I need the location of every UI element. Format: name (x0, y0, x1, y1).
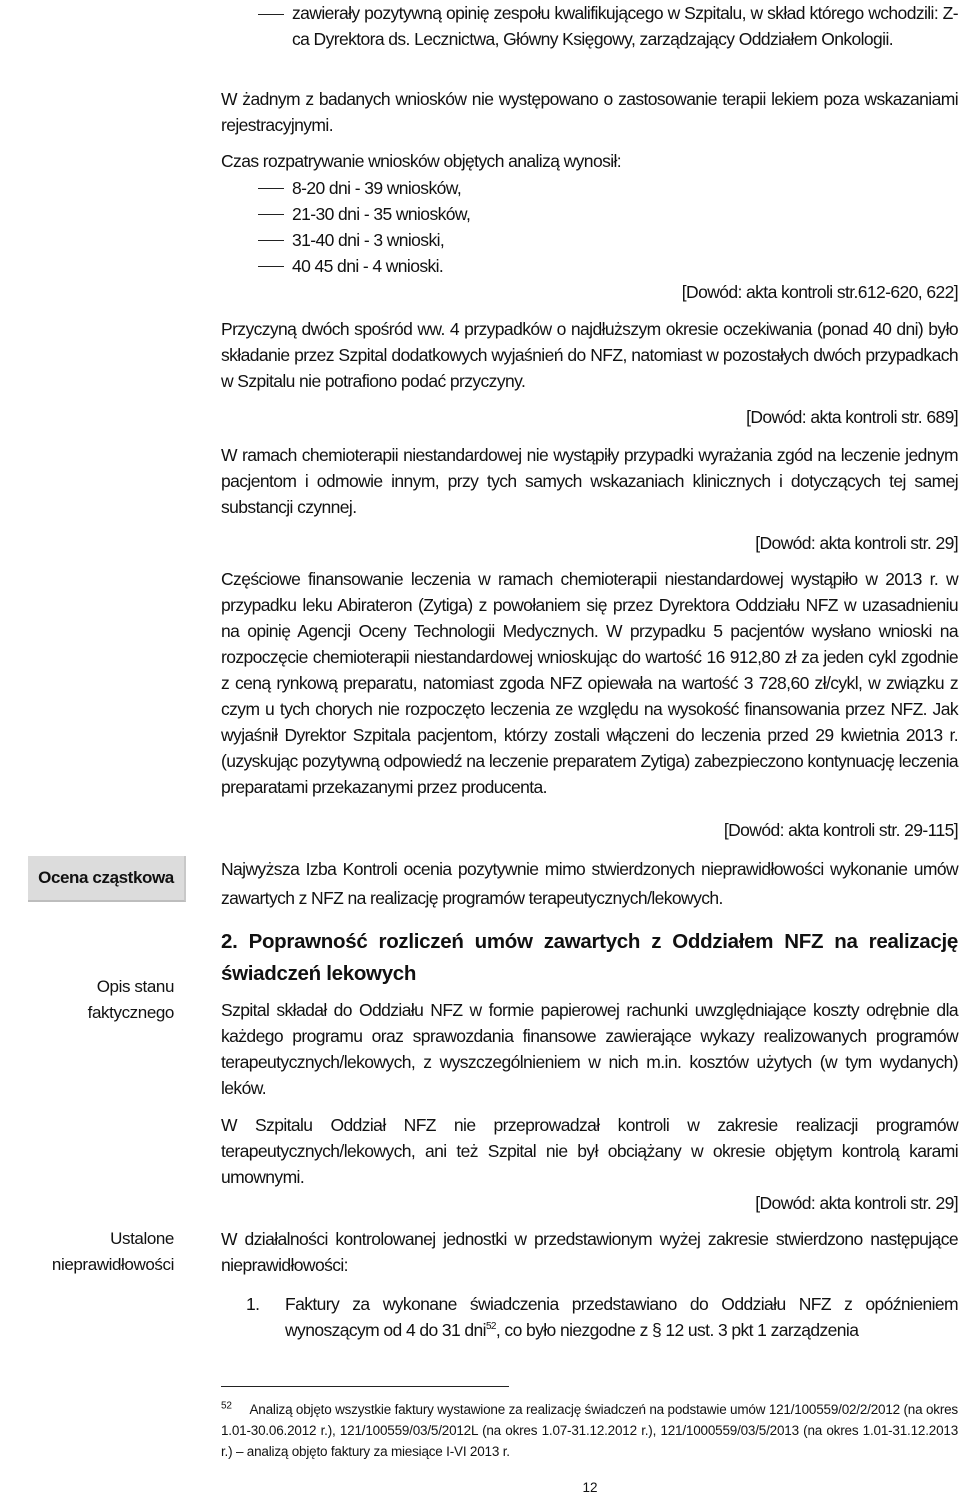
footnote-number: 52 (221, 1400, 232, 1412)
duration-item: 21-30 dni - 35 wniosków, (292, 204, 471, 224)
footnote-ref: 52 (485, 1321, 496, 1333)
assessment-box-label: Ocena cząstkowa (38, 868, 174, 887)
margin-label-irregularities (28, 1226, 174, 1278)
list-dash (258, 266, 284, 267)
margin-label-line: Opis stanu (96, 977, 174, 996)
paragraph: W żadnym z badanych wniosków nie występowano o zastosowanie terapii lekiem poza wskazaniami rejestracyjnymi. (221, 89, 958, 135)
margin-label-line: faktycznego (87, 1003, 174, 1022)
duration-item: 31-40 dni - 3 wnioski, (292, 230, 445, 250)
duration-item: 8-20 dni - 39 wniosków, (292, 178, 462, 198)
margin-label-line: Ustalone (110, 1229, 174, 1248)
paragraph: Częściowe finansowanie leczenia w ramach chemioterapii niestandardowej wystąpiło w 2013 r. w przypadku leku Abirateron (Zytiga) z powołaniem się przez Dyrektora Oddziału NFZ w uzasadnieniu na opinię Agencji Oceny Technologii Medycznych. W przypadku 5 pacjentów wysłano wnioski na rozpoczęcie chemioterapii niestandardowej wnioskując do wartość 16 912,80 zł za jeden cykl zgodnie z ceną rynkową preparatu, natomiast zgoda NFZ opiewała na wartość 3 728,60 zł/cykl, w związku z czym u tych chorych nie rozpoczęto leczenia ze względu na wysokość finansowania przez NFZ. Jak wyjaśnił Dyrektor Szpitala pacjentom, którzy zostali włączeni do leczenia przed 29 kwietnia 2013 r. (uzyskując pozytywną odpowiedź na leczenie preparatem Zytiga) zabezpieczono kontynuację leczenia preparatami przekazanymi przez producenta. (221, 569, 958, 797)
margin-label-state-description (28, 974, 174, 1026)
list-dash (258, 14, 284, 15)
duration-item: 40 45 dni - 4 wnioski. (292, 256, 444, 276)
margin-label-line: nieprawidłowości (51, 1255, 174, 1274)
paragraph: W ramach chemioterapii niestandardowej nie wystąpiły przypadki wyrażania zgód na leczenie jednym pacjentom i odmowie innym, przy tych samych wskazaniach klinicznych i dotyczących tej samej substancji czynnej. (221, 445, 958, 517)
list-item (285, 1291, 958, 1343)
list-item-text: Faktury za wykonane świadczenia przedstawiano do Oddziału NFZ z opóźnieniem wynoszącym od 4 do 31 dni (285, 1294, 958, 1340)
list-number: 1. (246, 1294, 260, 1314)
list-dash (258, 214, 284, 215)
paragraph: Najwyższa Izba Kontroli ocenia pozytywnie mimo stwierdzonych nieprawidłowości wykonanie umów zawartych z NFZ na realizację programów terapeutycznych/lekowych. (221, 859, 958, 908)
paragraph: Szpital składał do Oddziału NFZ w formie papierowej rachunki uwzględniające koszty odrębnie dla każdego programu oraz sprawozdania finansowe zawierające wykazy realizowanych programów terapeutycznych/lekowych, z wyszczególnieniem w nich m.in. kosztów użytych (w tym wydanych) leków. (221, 1000, 958, 1098)
evidence-reference: [Dowód: akta kontroli str. 689] (746, 407, 958, 427)
footnote-text: Analizą objęto wszystkie faktury wystawione za realizację świadczeń na podstawie umów 121/100559/02/2/2012 (na okres 1.01-30.06.2012 r.), 121/100559/03/5/2012L (na okres 1.07-31.12.2012 r.), 121/1000559/03/5/2013 (na okres 1.01-31.12.2013 r.) – analizą objęto faktury za miesiące I-VI 2013 r. (221, 1402, 958, 1459)
evidence-reference: [Dowód: akta kontroli str.612-620, 622] (681, 282, 958, 302)
section-heading: 2. Poprawność rozliczeń umów zawartych z Oddziałem NFZ na realizację świadczeń lekowych (221, 930, 958, 985)
evidence-reference: [Dowód: akta kontroli str. 29] (755, 1193, 958, 1213)
footnote (221, 1399, 958, 1462)
paragraph: W Szpitalu Oddział NFZ nie przeprowadzał kontroli w zakresie realizacji programów terapeutycznych/lekowych, ani też Szpital nie był obciążany w okresie objętym kontrolą karami umownymi. (221, 1115, 958, 1187)
list-item-continuation: zawierały pozytywną opinię zespołu kwalifikującego w Szpitalu, w skład którego wchodzili: Z-ca Dyrektora ds. Lecznictwa, Główny Księgowy, zarządzający Oddziałem Onkologii. (292, 3, 958, 49)
evidence-reference: [Dowód: akta kontroli str. 29-115] (723, 820, 958, 840)
evidence-reference: [Dowód: akta kontroli str. 29] (755, 533, 958, 553)
paragraph: W działalności kontrolowanej jednostki w przedstawionym wyżej zakresie stwierdzono następujące nieprawidłowości: (221, 1229, 958, 1275)
list-item-text: , co było niezgodne z § 12 ust. 3 pkt 1 zarządzenia (495, 1320, 859, 1340)
page-number: 12 (582, 1480, 598, 1495)
paragraph: Przyczyną dwóch spośród ww. 4 przypadków o najdłuższym okresie oczekiwania (ponad 40 dni) było składanie przez Szpital dodatkowych wyjaśnień do NFZ, natomiast w pozostałych dwóch przypadkach w Szpitalu nie potrafiono podać przyczyny. (221, 319, 958, 391)
list-dash (258, 240, 284, 241)
assessment-box (28, 856, 186, 902)
list-dash (258, 188, 284, 189)
paragraph: Czas rozpatrywanie wniosków objętych analizą wynosił: (221, 151, 622, 171)
footnote-separator (221, 1386, 509, 1387)
